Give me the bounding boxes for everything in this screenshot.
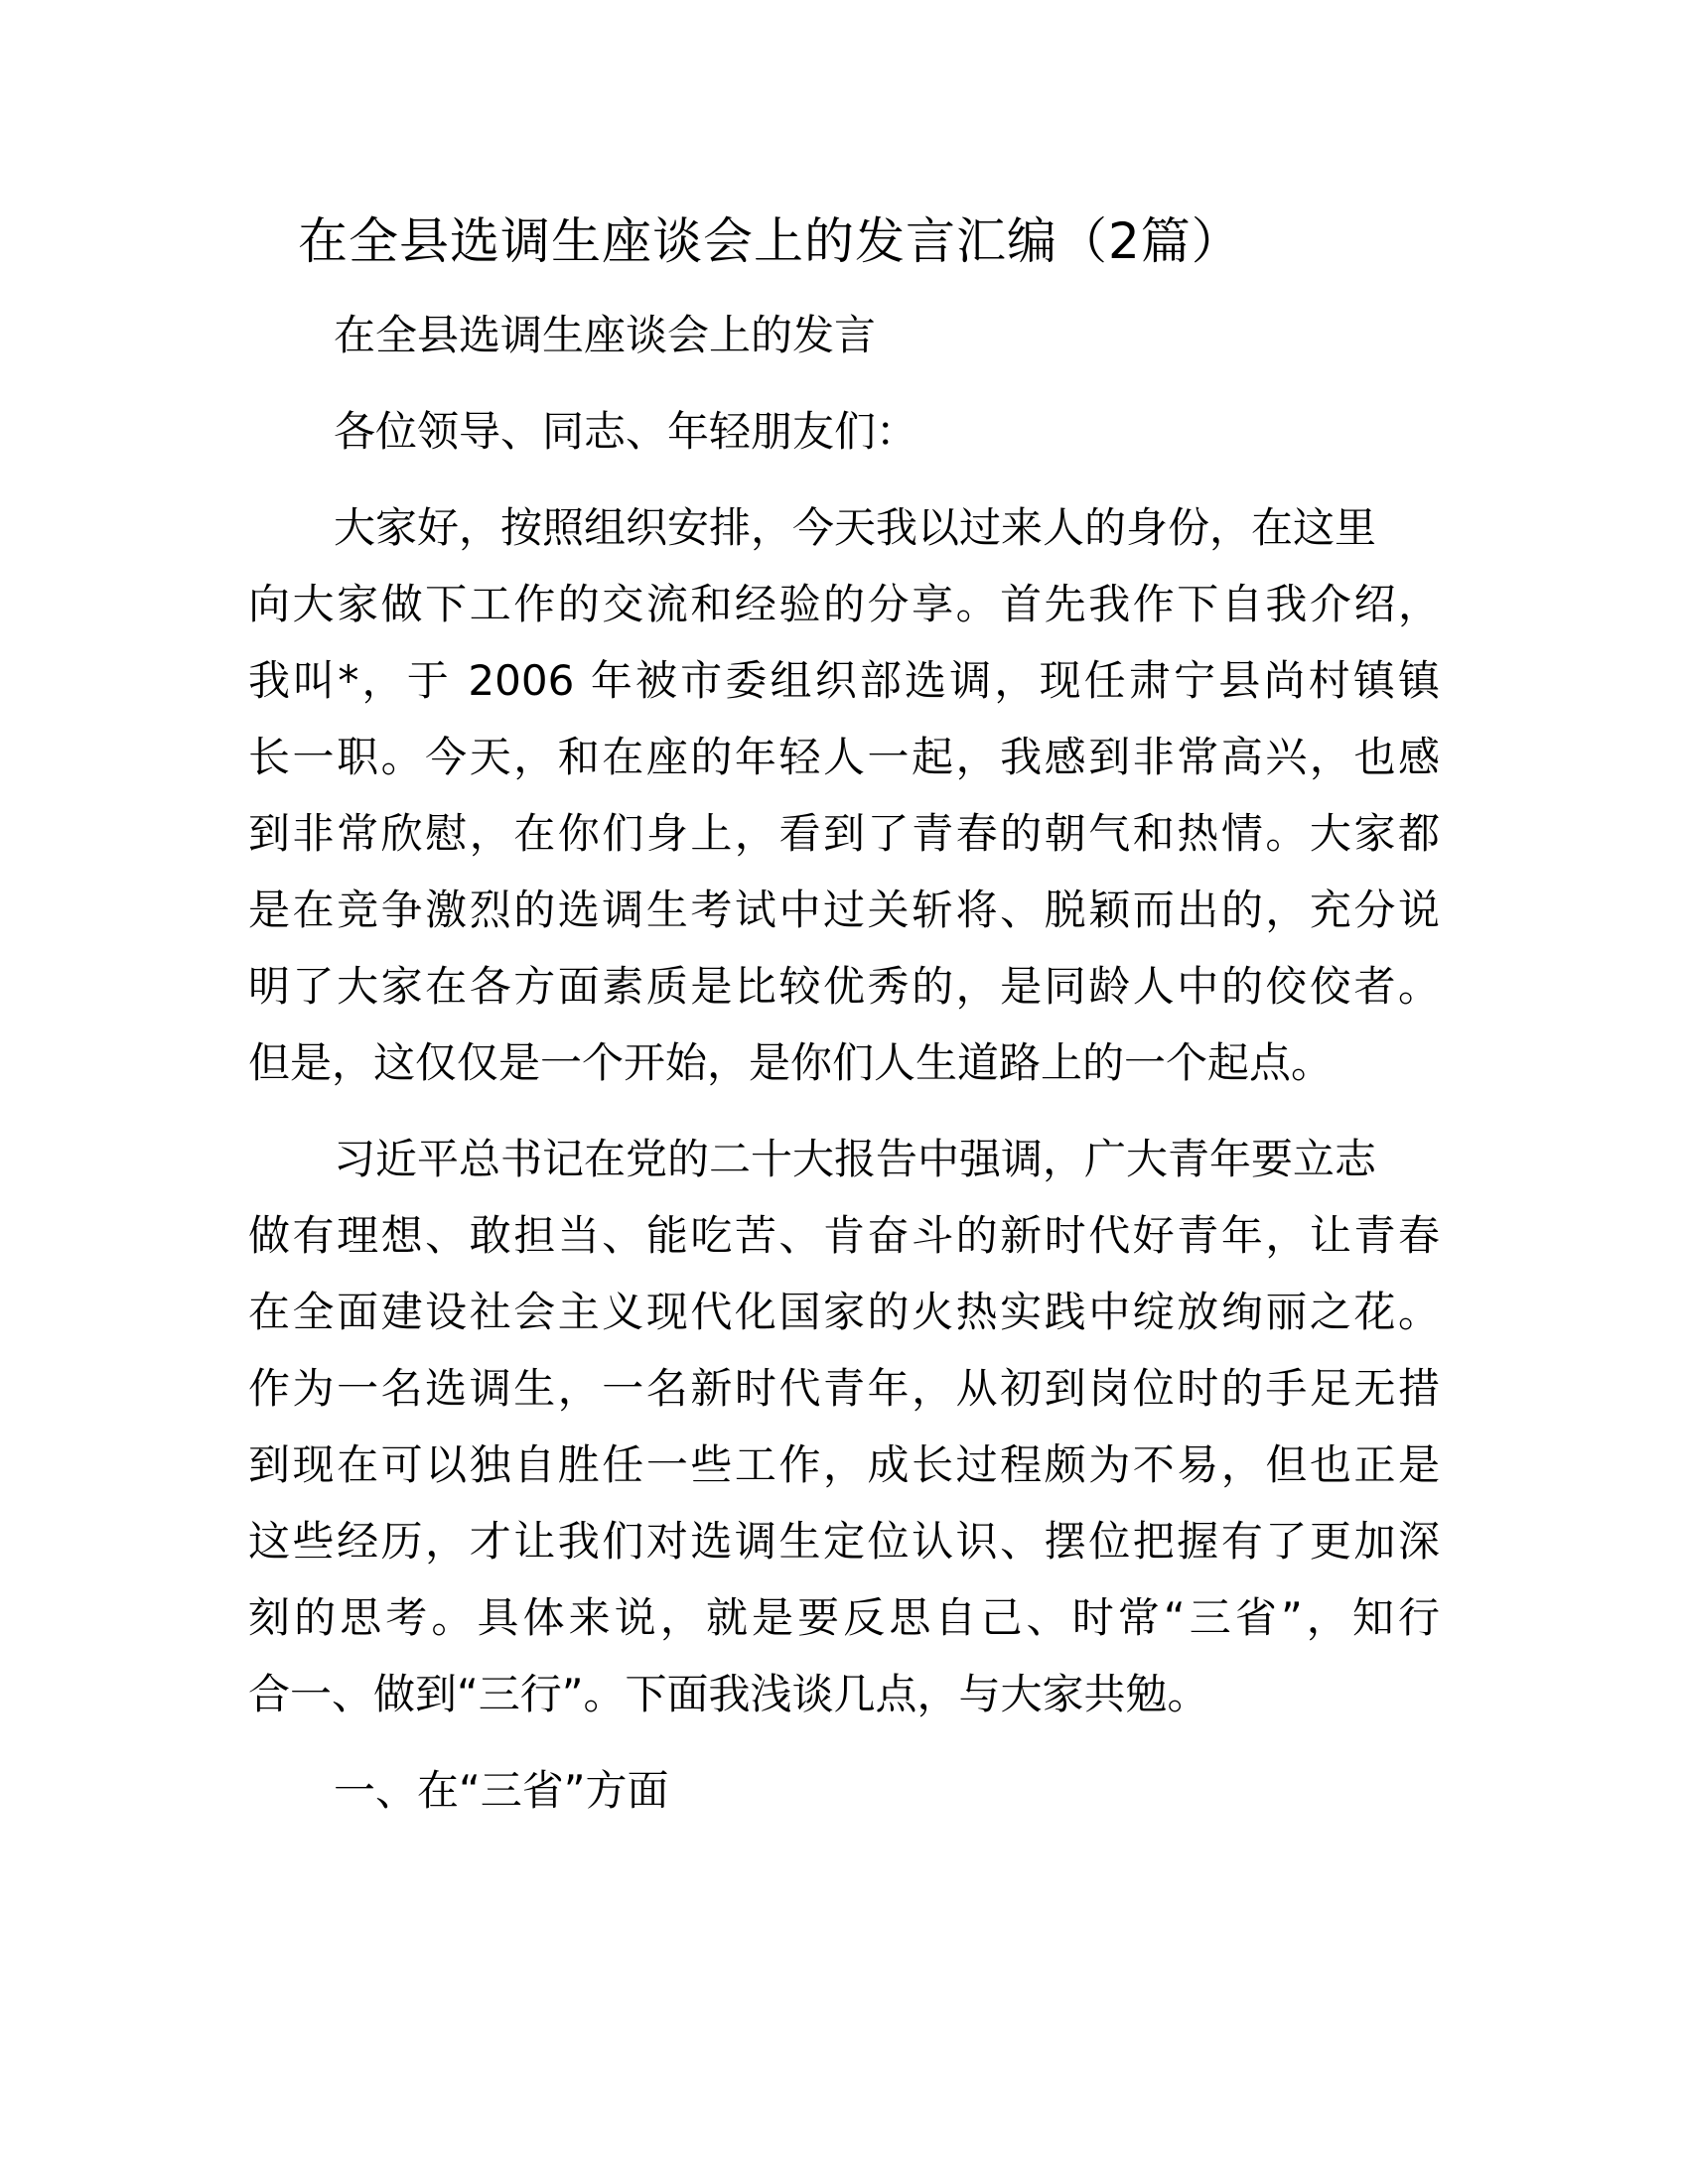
paragraph-line: 合一、做到“三行”。下面我浅谈几点，与大家共勉。 — [248, 1670, 1209, 1718]
salutation: 各位领导、同志、年轻朋友们： — [334, 407, 918, 456]
paragraph-line: 作为一名选调生，一名新时代青年，从初到岗位时的手足无措 — [248, 1364, 1440, 1413]
paragraph-line: 是在竞争激烈的选调生考试中过关斩将、脱颖而出的，充分说 — [248, 886, 1440, 934]
document-title: 在全县选调生座谈会上的发言汇编（2篇） — [298, 212, 1242, 270]
paragraph-line: 向大家做下工作的交流和经验的分享。首先我作下自我介绍， — [248, 580, 1440, 628]
paragraph-line: 刻的思考。具体来说，就是要反思自己、时常“三省”，知行 — [248, 1593, 1440, 1642]
speech-subtitle: 在全县选调生座谈会上的发言 — [334, 311, 877, 359]
paragraph-line: 在全面建设社会主义现代化国家的火热实践中绽放绚丽之花。 — [248, 1288, 1440, 1336]
paragraph-line: 但是，这仅仅是一个开始，是你们人生道路上的一个起点。 — [248, 1038, 1334, 1087]
paragraph-line: 这些经历，才让我们对选调生定位认识、摆位把握有了更加深 — [248, 1517, 1440, 1566]
paragraph-line: 到非常欣慰，在你们身上，看到了青春的朝气和热情。大家都 — [248, 809, 1440, 858]
paragraph-line: 明了大家在各方面素质是比较优秀的，是同龄人中的佼佼者。 — [248, 962, 1440, 1011]
section-heading: 一、在“三省”方面 — [334, 1766, 669, 1815]
paragraph-line: 大家好，按照组织安排，今天我以过来人的身份，在这里 — [334, 503, 1377, 552]
paragraph-line: 习近平总书记在党的二十大报告中强调，广大青年要立志 — [334, 1135, 1377, 1183]
paragraph-line: 长一职。今天，和在座的年轻人一起，我感到非常高兴，也感 — [248, 733, 1440, 781]
paragraph-line: 我叫*，于 2006 年被市委组织部选调，现任肃宁县尚村镇镇 — [248, 656, 1440, 705]
paragraph-line: 到现在可以独自胜任一些工作，成长过程颇为不易，但也正是 — [248, 1440, 1440, 1489]
paragraph-line: 做有理想、敢担当、能吃苦、肯奋斗的新时代好青年，让青春 — [248, 1211, 1440, 1260]
